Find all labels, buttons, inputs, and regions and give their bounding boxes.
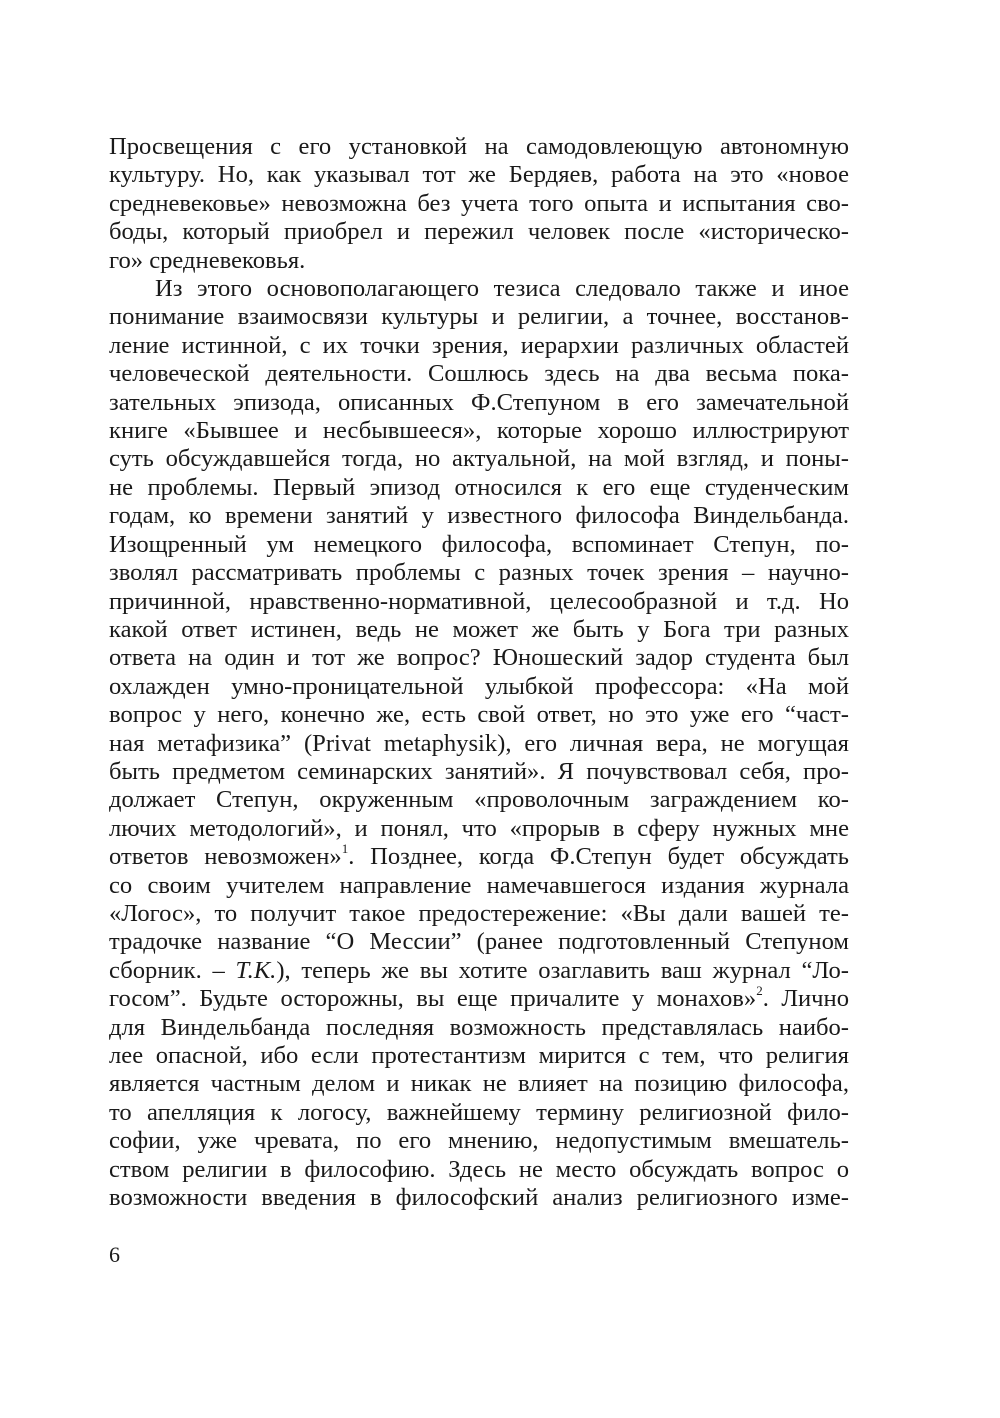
text-line: Просвещения с его установкой на самодовлеющую автономную (109, 133, 849, 160)
text-line: возможности введения в философский анализ религиозного изме- (109, 1184, 849, 1212)
text-line: Изощренный ум немецкого философа, вспоминает Степун, по- (109, 530, 849, 558)
text-line: не проблемы. Первый эпизод относился к его еще студенческим (109, 473, 849, 501)
text-line: средневековье» невозможна без учета того опыта и испытания сво- (109, 189, 849, 217)
text-line: годам, ко времени занятий у известного философа Виндельбанда. (109, 502, 849, 530)
text-line-indented (109, 275, 849, 303)
text-segment: ), теперь же вы хотите озаглавить ваш журнал “Ло- (276, 956, 849, 984)
text-line: суть обсуждавшейся тогда, но актуальной, на мой взгляд, и поны- (109, 445, 849, 473)
footnote-ref[interactable]: 1 (341, 840, 349, 856)
text-line: причинной, нравственно-нормативной, целесообразной и т.д. Но (109, 587, 849, 615)
text-line: культуру. Но, как указывал тот же Бердяев, работа на это «новое (109, 161, 849, 189)
text-segment: госом”. Будьте осторожны, вы еще причалите у монахов» (109, 985, 757, 1013)
text-line: ная метафизика” (Privat metaphysik), его личная вера, не могущая (109, 729, 849, 757)
text-line: ление истинной, с их точки зрения, иерархии различных областей (109, 331, 849, 359)
text-line: «Логос», то получит такое предостережение: «Вы дали вашей те- (109, 899, 849, 927)
page-number: 6 (109, 1242, 120, 1267)
text-line: какой ответ истинен, ведь не может же быть у Бога три разных (109, 615, 849, 643)
text-line: ответа на один и тот же вопрос? Юношеский задор студента был (109, 644, 849, 672)
text-line: быть предметом семинарских занятий». Я почувствовал себя, про- (109, 757, 849, 785)
text-line-with-italic (109, 957, 849, 985)
text-line: зволял рассматривать проблемы с разных точек зрения – научно- (109, 559, 849, 587)
body-text (109, 133, 849, 1212)
author-initials: Т.К. (235, 956, 277, 984)
text-line: го» средневековья. (109, 246, 306, 274)
text-segment: сборник. – (109, 956, 236, 984)
text-line: должает Степун, окруженным «проволочным заграждением ко- (109, 786, 849, 814)
text-line: охлажден умно-проницательной улыбкой профессора: «На мой (109, 672, 849, 700)
text-line-with-footnote (109, 985, 849, 1013)
text-line: лее опасной, ибо если протестантизм мирится с тем, что религия (109, 1042, 849, 1069)
paragraph-1 (109, 133, 849, 275)
text-line: понимание взаимосвязи культуры и религии, а точнее, восстанов- (109, 303, 849, 331)
text-line: ством религии в философию. Здесь не место обсуждать вопрос о (109, 1155, 849, 1183)
text-line: является частным делом и никак не влияет на позицию философа, (109, 1070, 849, 1098)
text-line-with-footnote (109, 840, 849, 871)
text-line: то апелляция к логосу, важнейшему термину религиозной фило- (109, 1098, 849, 1126)
text-segment: . Позднее, когда Ф.Степун будет обсуждать (348, 843, 849, 871)
paragraph-2 (109, 275, 849, 1212)
text-line: зательных эпизода, описанных Ф.Степуном в его замечательной (109, 388, 849, 416)
text-line: традочке название “О Мессии” (ранее подготовленный Степуном (109, 928, 849, 956)
text-line: вопрос у него, конечно же, есть свой ответ, но это уже его “част- (109, 701, 849, 729)
footnote-ref[interactable]: 2 (756, 983, 763, 998)
text-line: боды, который приобрел и пережил человек после «историческо- (109, 218, 849, 246)
text-line: книге «Бывшее и несбывшееся», которые хорошо иллюстрируют (109, 417, 849, 445)
text-line: человеческой деятельности. Сошлюсь здесь на два весьма пока- (109, 360, 849, 388)
text-line: софии, уже чревата, по его мнению, недопустимым вмешатель- (109, 1127, 849, 1155)
text-line: для Виндельбанда последняя возможность представлялась наибо- (109, 1013, 849, 1041)
text-line-content: Из этого основополагающего тезиса следовало также и иное (155, 275, 849, 303)
text-segment: ответов невозможен» (109, 843, 342, 871)
text-line: лючих методологий», и понял, что «прорыв в сферу нужных мне (109, 814, 849, 842)
text-line: со своим учителем направление намечавшегося издания журнала (109, 871, 849, 899)
text-segment: . Лично (762, 985, 849, 1013)
